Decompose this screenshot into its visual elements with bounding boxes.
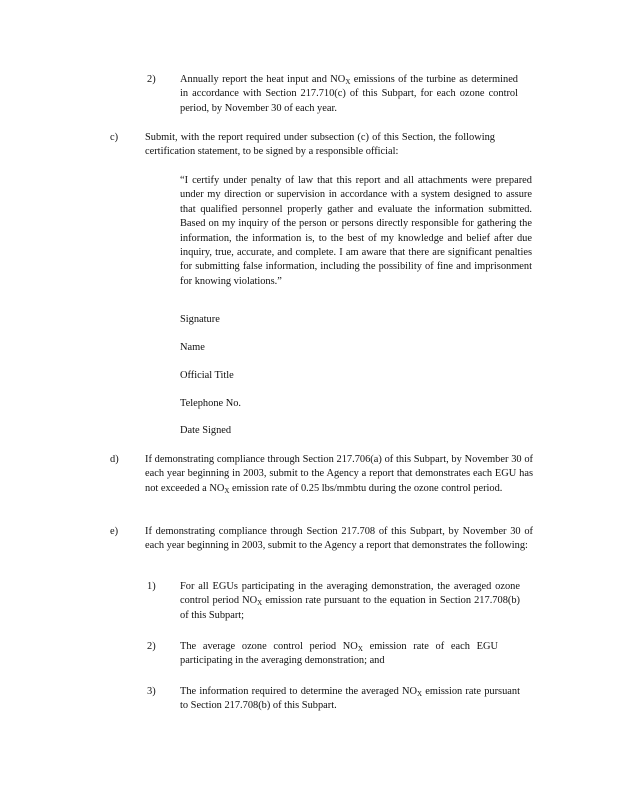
item-text: Annually report the heat input and NOX emissions of the turbine as determined in accordance with Section 217.710(c) of this Subpart, for each ozone control period, by November 30 of each year.: [180, 74, 518, 114]
section-label: e): [110, 526, 119, 537]
item-label: 2): [147, 641, 156, 652]
date-signed-field: Date Signed: [180, 425, 232, 436]
telephone-field: Telephone No.: [180, 398, 242, 409]
item-text: For all EGUs participating in the averaging demonstration, the averaged ozone control period NOX emission rate pursuant to the equation in Section 217.708(b) of this Subpart;: [180, 581, 521, 621]
official-title-field: Official Title: [180, 370, 234, 381]
item-text: The average ozone control period NOX emission rate of each EGU participating in the averaging demonstration; and: [180, 641, 498, 667]
section-text: If demonstrating compliance through Section 217.708 of this Subpart, by November 30 of each year beginning in 2003, submit to the Agency a report that demonstrates the following:: [145, 526, 533, 552]
section-label: d): [110, 454, 119, 465]
section-text: Submit, with the report required under subsection (c) of this Section, the following certification statement, to be signed by a responsible official:: [145, 132, 495, 158]
section-label: c): [110, 132, 119, 143]
certification-statement: “I certify under penalty of law that this report and all attachments were prepared under my direction or supervision in accordance with a system designed to assure that qualified personnel properly gather and evaluate the information submitted. Based on my inquiry of the person or persons directly responsible for gathering the information, the information is, to the best of my knowledge and belief after due inquiry, true, accurate, and complete. I am aware that there are significant penalties for submitting false information, including the possibility of fine and imprisonment for knowing violations.”: [180, 175, 532, 287]
item-text: The information required to determine the averaged NOX emission rate pursuant to Section 217.708(b) of this Subpart.: [180, 686, 520, 712]
signature-field: Signature: [180, 314, 220, 325]
item-label: 3): [147, 686, 156, 697]
section-text: If demonstrating compliance through Section 217.706(a) of this Subpart, by November 30 of each year beginning in 2003, submit to the Agency a report that demonstrates each EGU has not exceeded a NOX emission rate of 0.25 lbs/mmbtu during the ozone control period.: [145, 454, 533, 495]
name-field: Name: [180, 342, 205, 353]
item-label: 1): [147, 581, 156, 592]
item-label: 2): [147, 74, 156, 85]
